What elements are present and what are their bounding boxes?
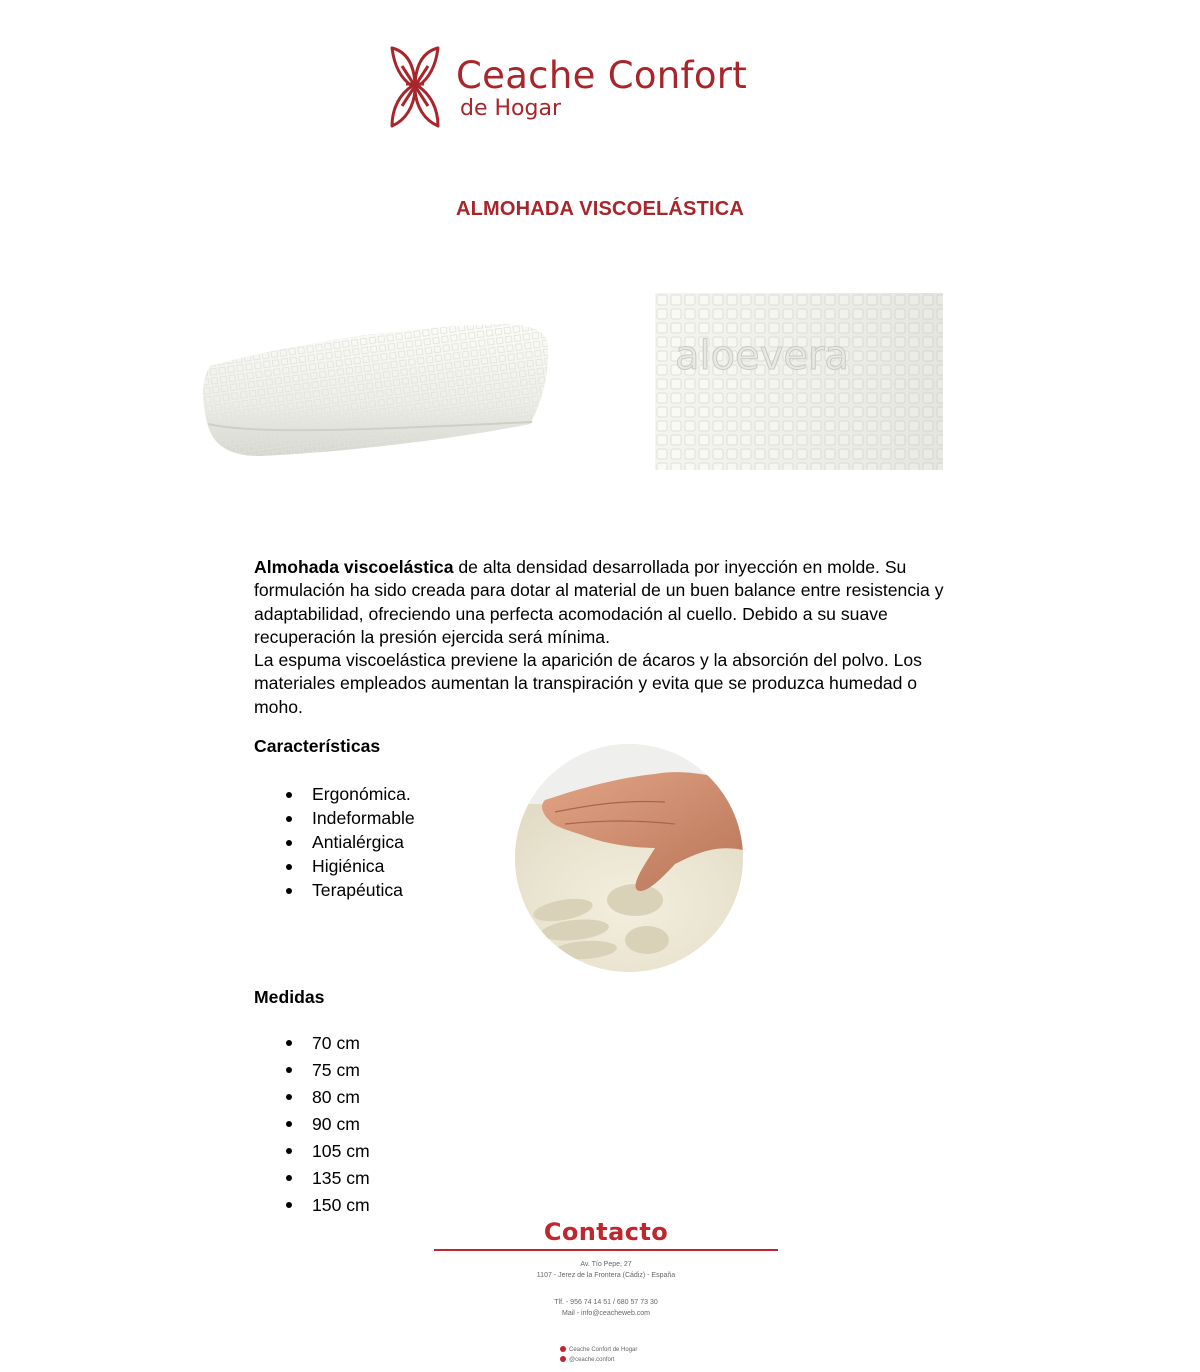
description-paragraph-1-text: de alta densidad desarrollada por inyección en molde. Su formulación ha sido creada para dotar al material de un buen balance entre resistencia y adaptabilidad, ofreciendo una perfecta acomodación al cuello. Debido a su suave recuperación la presión ejercida será mínima. <box>254 557 944 647</box>
features-list <box>284 782 415 902</box>
list-item: Indeformable <box>284 806 415 830</box>
list-item: 80 cm <box>284 1084 370 1111</box>
aloevera-embossed-text: aloevera <box>675 333 849 379</box>
list-item: Antialérgica <box>284 830 415 854</box>
instagram-icon <box>560 1356 566 1362</box>
list-item: Ergonómica. <box>284 782 415 806</box>
product-description <box>254 556 954 719</box>
brand-subtitle: de Hogar <box>460 96 561 121</box>
butterfly-logo-icon <box>386 44 444 130</box>
facebook-link[interactable] <box>560 1346 637 1353</box>
brand-name: Ceache Confort <box>456 54 748 97</box>
list-item: 75 cm <box>284 1057 370 1084</box>
features-heading: Características <box>254 736 381 756</box>
instagram-label: @ceache.confort <box>569 1357 615 1363</box>
brand-logo <box>386 44 766 134</box>
list-item: Terapéutica <box>284 878 415 902</box>
description-paragraph-2: La espuma viscoelástica previene la aparición de ácaros y la absorción del polvo. Los materiales empleados aumentan la transpiración y evita que se produzca humedad o moho. <box>254 650 922 717</box>
list-item: 105 cm <box>284 1138 370 1165</box>
facebook-icon <box>560 1346 566 1352</box>
contact-phone: Tlf. - 956 74 14 51 / 680 57 73 30 <box>554 1299 658 1306</box>
list-item: Higiénica <box>284 854 415 878</box>
instagram-link[interactable] <box>560 1356 614 1363</box>
page-title: ALMOHADA VISCOELÁSTICA <box>455 198 745 220</box>
list-item: 150 cm <box>284 1192 370 1219</box>
list-item: 135 cm <box>284 1165 370 1192</box>
sizes-list <box>284 1030 370 1219</box>
contact-address-line-1: Av. Tío Pepe, 27 <box>580 1261 632 1268</box>
sizes-heading: Medidas <box>254 987 325 1007</box>
description-lead-bold: Almohada viscoelástica <box>254 557 454 577</box>
description-paragraph-1 <box>254 556 954 649</box>
contact-title: Contacto <box>543 1218 669 1246</box>
contact-address-line-2: 1107 - Jerez de la Frontera (Cádiz) - España <box>536 1272 676 1279</box>
facebook-label: Ceache Confort de Hogar <box>569 1347 638 1353</box>
list-item: 70 cm <box>284 1030 370 1057</box>
hand-on-memory-foam-photo <box>515 744 743 972</box>
aloe-vera-texture-photo <box>655 293 943 470</box>
contact-mail[interactable]: Mail - info@ceacheweb.com <box>561 1310 651 1317</box>
pillow-photo <box>200 306 556 458</box>
list-item: 90 cm <box>284 1111 370 1138</box>
contact-divider <box>434 1249 778 1251</box>
